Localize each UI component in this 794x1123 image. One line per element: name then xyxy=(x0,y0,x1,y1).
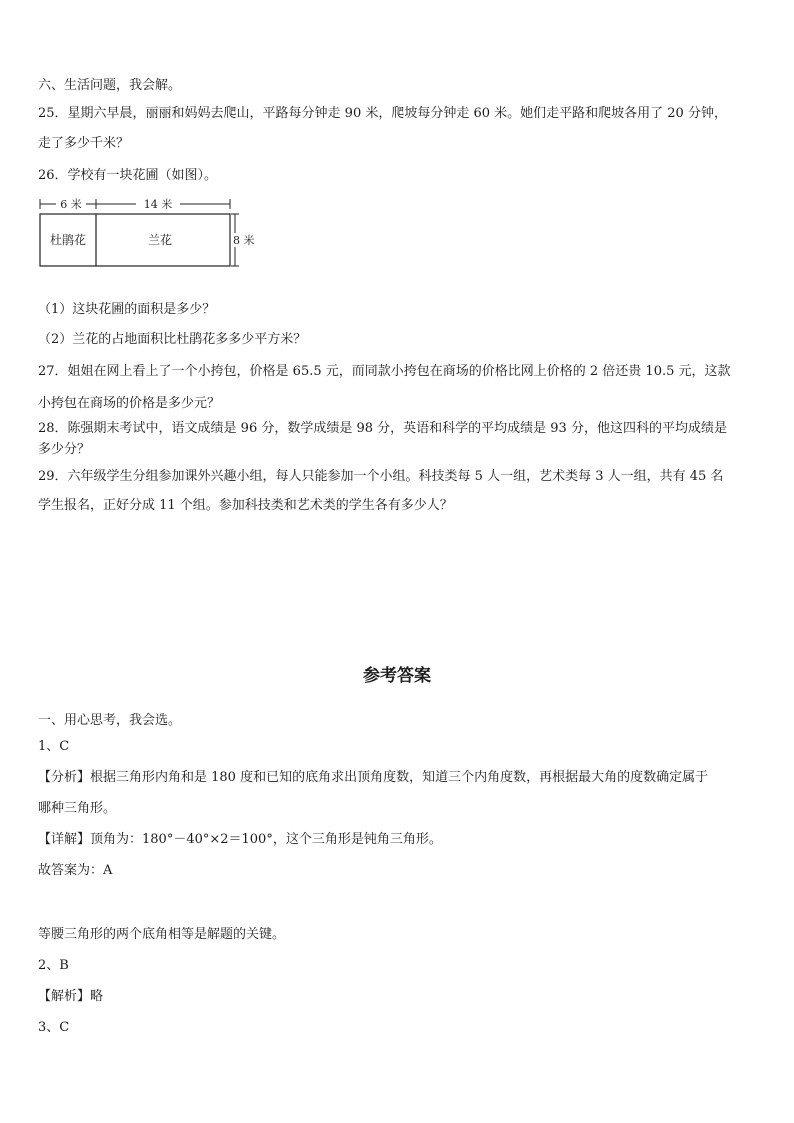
question-27-line1: 27．姐姐在网上看上了一个小挎包，价格是 65.5 元，而同款小挎包在商场的价格比网上价格的 2 倍还贵 10.5 元，这款 xyxy=(38,364,731,379)
answer-1: 1、C xyxy=(38,739,70,754)
answers-section-one: 一、用心思考，我会选。 xyxy=(38,713,182,728)
question-29-line1: 29．六年级学生分组参加课外兴趣小组，每人只能参加一个小组。科技类每 5 人一组，艺术类每 3 人一组，共有 45 名 xyxy=(38,469,724,484)
answer-3: 3、C xyxy=(38,1020,70,1035)
question-28-line1: 28．陈强期末考试中，语文成绩是 96 分，数学成绩是 98 分，英语和科学的平均成绩是 93 分，他这四科的平均成绩是 xyxy=(38,421,727,436)
section-six-title: 六、生活问题，我会解。 xyxy=(38,78,182,93)
question-26-sub2: （2）兰花的占地面积比杜鹃花多多少平方米？ xyxy=(38,332,307,347)
region-azalea-label: 杜鹃花 xyxy=(49,233,87,247)
flower-bed-figure xyxy=(36,196,266,272)
dimension-left-label: 6 米 xyxy=(60,198,82,211)
question-28-line2: 多少分？ xyxy=(38,442,91,457)
question-27-line2: 小挎包在商场的价格是多少元？ xyxy=(38,396,221,411)
answer-2-analysis: 【解析】略 xyxy=(38,989,104,1004)
answer-1-note: 等腰三角形的两个底角相等是解题的关键。 xyxy=(38,927,286,942)
question-25-line2: 走了多少千米？ xyxy=(38,136,130,151)
dimension-right-label: 14 米 xyxy=(143,198,173,211)
answer-1-analysis-line2: 哪种三角形。 xyxy=(38,801,117,816)
region-orchid-label: 兰花 xyxy=(147,233,173,247)
answer-1-detail: 【详解】顶角为：180°－40°×2＝100°，这个三角形是钝角三角形。 xyxy=(38,832,442,847)
dimension-height-label: 8 米 xyxy=(233,234,255,247)
question-26: 26．学校有一块花圃（如图）。 xyxy=(38,168,218,183)
answers-title: 参考答案 xyxy=(363,666,431,686)
answer-1-analysis-line1: 【分析】根据三角形内角和是 180 度和已知的底角求出顶角度数，知道三个内角度数，再根据最大角的度数确定属于 xyxy=(38,770,709,785)
answer-2: 2、B xyxy=(38,958,69,973)
question-29-line2: 学生报名，正好分成 11 个组。参加科技类和艺术类的学生各有多少人？ xyxy=(38,498,453,513)
answer-1-conclusion: 故答案为：A xyxy=(38,863,113,878)
question-26-sub1: （1）这块花圃的面积是多少？ xyxy=(38,302,216,317)
question-25-line1: 25．星期六早晨，丽丽和妈妈去爬山，平路每分钟走 90 米，爬坡每分钟走 60 米。她们走平路和爬坡各用了 20 分钟， xyxy=(38,106,727,121)
